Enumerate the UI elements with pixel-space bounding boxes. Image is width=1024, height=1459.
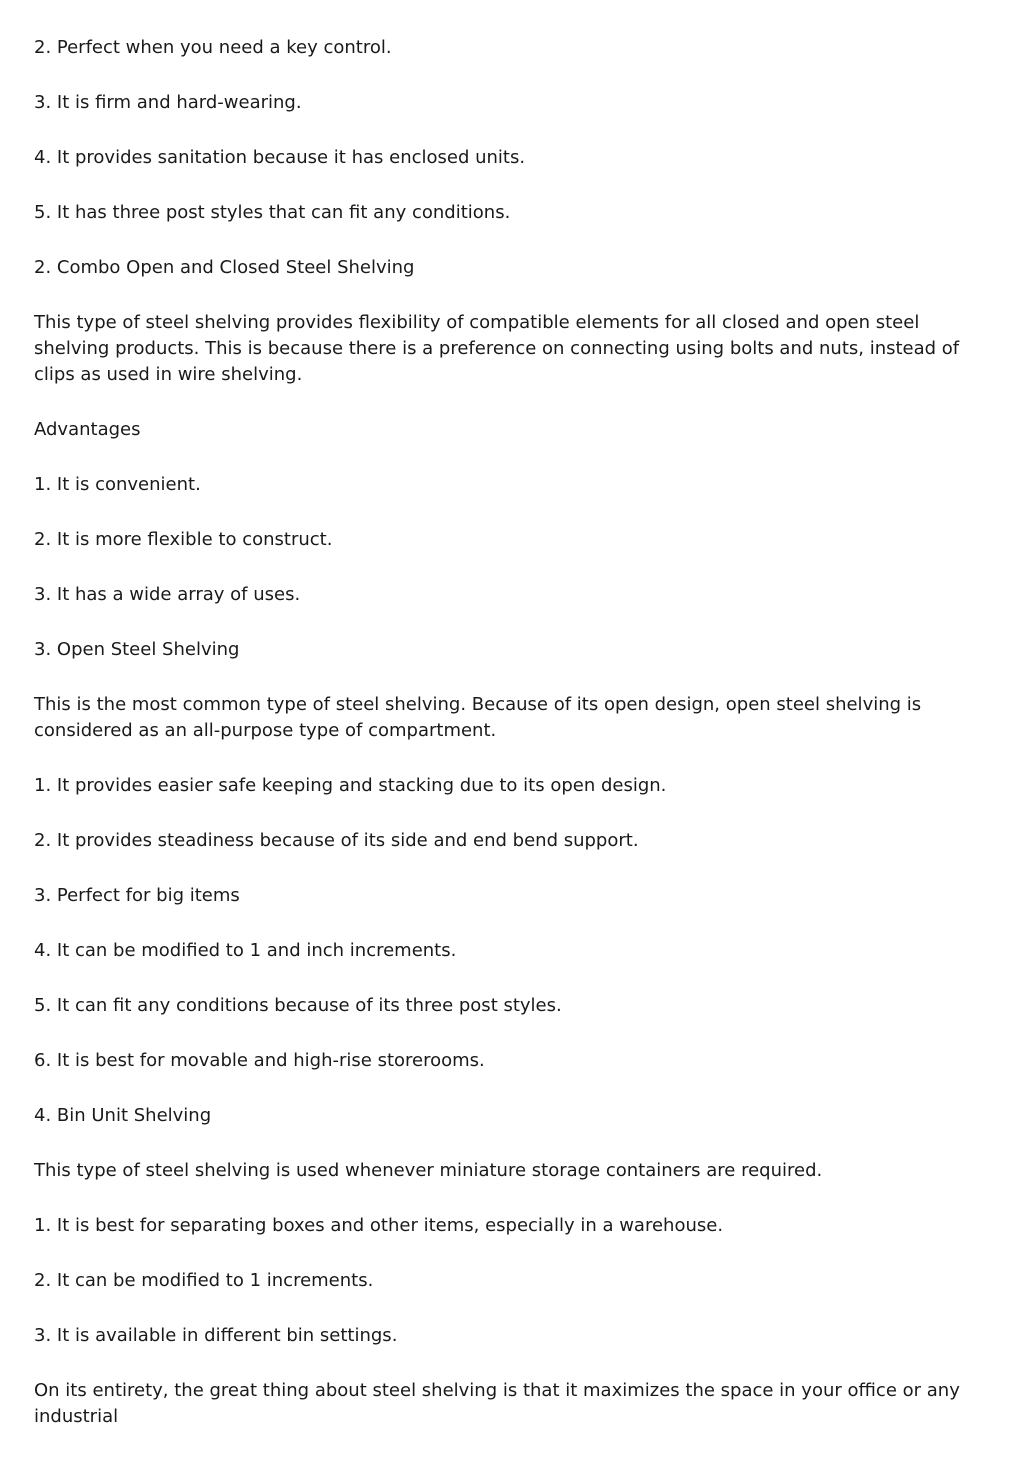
section-heading: 4. Bin Unit Shelving [34, 1105, 212, 1126]
list-item: 5. It has three post styles that can fit any conditions. [34, 202, 511, 223]
section-heading: 3. Open Steel Shelving [34, 639, 240, 660]
list-item: 6. It is best for movable and high-rise storerooms. [34, 1050, 485, 1071]
body-paragraph: On its entirety, the great thing about steel shelving is that it maximizes the space in your office or any industrial [34, 1380, 960, 1427]
list-item: 3. It is firm and hard-wearing. [34, 92, 302, 113]
list-item: 1. It is convenient. [34, 474, 201, 495]
body-paragraph: This type of steel shelving is used whenever miniature storage containers are required. [34, 1160, 823, 1181]
list-item: 4. It can be modified to 1 and inch increments. [34, 940, 457, 961]
list-item: 3. It has a wide array of uses. [34, 584, 301, 605]
list-item: 5. It can fit any conditions because of its three post styles. [34, 995, 562, 1016]
list-item: 2. It is more flexible to construct. [34, 529, 333, 550]
document-page [34, 35, 994, 1459]
list-item: 4. It provides sanitation because it has enclosed units. [34, 147, 526, 168]
list-item: 1. It provides easier safe keeping and stacking due to its open design. [34, 775, 667, 796]
list-item: 2. Perfect when you need a key control. [34, 37, 392, 58]
list-item: 2. It provides steadiness because of its side and end bend support. [34, 830, 639, 851]
list-item: 3. Perfect for big items [34, 885, 240, 906]
list-item: 2. It can be modified to 1 increments. [34, 1270, 374, 1291]
section-heading: 2. Combo Open and Closed Steel Shelving [34, 257, 415, 278]
list-item: 3. It is available in different bin settings. [34, 1325, 398, 1346]
body-paragraph: This is the most common type of steel shelving. Because of its open design, open steel shelving is considered as an all-purpose type of compartment. [34, 694, 922, 741]
body-paragraph: This type of steel shelving provides flexibility of compatible elements for all closed and open steel shelving products. This is because there is a preference on connecting using bolts and nuts, instead of clips as used in wire shelving. [34, 312, 960, 385]
list-item: 1. It is best for separating boxes and other items, especially in a warehouse. [34, 1215, 724, 1236]
section-subheading: Advantages [34, 419, 141, 440]
